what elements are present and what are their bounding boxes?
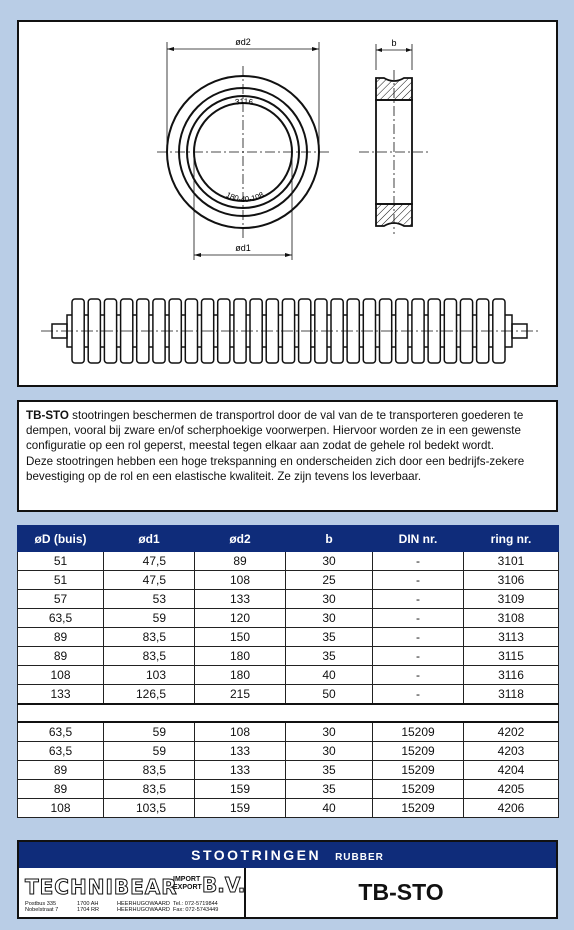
cell-d-buis: 89 [18, 780, 104, 799]
cell-d2: 108 [195, 571, 286, 590]
col-header-din: DIN nr. [373, 526, 464, 552]
cell-din: - [373, 590, 464, 609]
address-col-4 [173, 901, 218, 914]
cell-d1: 47,5 [104, 571, 195, 590]
cell-d-buis: 133 [18, 685, 104, 705]
b-label: b [391, 38, 397, 48]
cell-din: 15209 [373, 761, 464, 780]
table-row [18, 685, 559, 705]
table-row [18, 722, 559, 742]
col-header-b: b [286, 526, 373, 552]
table-row [18, 628, 559, 647]
cell-d-buis: 108 [18, 799, 104, 818]
phone-line: Tel.: 072-5719844 [173, 901, 218, 907]
cell-d-buis: 63,5 [18, 609, 104, 628]
ring-section-view [359, 44, 431, 234]
cell-d-buis: 51 [18, 552, 104, 571]
cell-d1: 83,5 [104, 780, 195, 799]
cell-d-buis: 57 [18, 590, 104, 609]
cell-b: 30 [286, 552, 373, 571]
city-line: HEERHUGOWAARD [117, 901, 170, 907]
cell-din: - [373, 571, 464, 590]
d1-label: ød1 [235, 243, 251, 253]
cell-d1: 103 [104, 666, 195, 685]
ring-front-view [157, 42, 329, 260]
cell-d-buis: 108 [18, 666, 104, 685]
cell-din: 15209 [373, 780, 464, 799]
logo-export: EXPORT [173, 884, 202, 891]
cell-d2: 159 [195, 799, 286, 818]
cell-d1: 59 [104, 609, 195, 628]
footer-block [17, 840, 558, 919]
cell-d-buis: 89 [18, 647, 104, 666]
cell-din: 15209 [373, 722, 464, 742]
col-header-ring: ring nr. [464, 526, 559, 552]
table-row [18, 571, 559, 590]
postcode-line: 1700 AH [77, 901, 99, 907]
cell-din: 15209 [373, 799, 464, 818]
table-row [18, 590, 559, 609]
col-header-d-buis: øD (buis) [18, 526, 104, 552]
cell-d2: 133 [195, 761, 286, 780]
cell-d1: 126,5 [104, 685, 195, 705]
cell-d1: 83,5 [104, 761, 195, 780]
ring-drawing-svg [19, 22, 556, 385]
cell-d2: 120 [195, 609, 286, 628]
cell-d1: 59 [104, 722, 195, 742]
cell-b: 25 [286, 571, 373, 590]
cell-din: 15209 [373, 742, 464, 761]
address-col-3 [117, 901, 170, 914]
description-block [17, 400, 558, 512]
logo-import: IMPORT [173, 876, 201, 883]
cell-b: 40 [286, 799, 373, 818]
cell-d1: 47,5 [104, 552, 195, 571]
company-block [19, 868, 246, 917]
footer-subtitle: RUBBER [335, 852, 384, 863]
table-group-separator [18, 704, 559, 722]
table-row [18, 799, 559, 818]
address-line: Postbus 335 [25, 901, 57, 907]
cell-d-buis: 63,5 [18, 722, 104, 742]
cell-d-buis: 63,5 [18, 742, 104, 761]
cell-d2: 133 [195, 742, 286, 761]
cell-d2: 159 [195, 780, 286, 799]
cell-ring: 3106 [464, 571, 559, 590]
cell-din: - [373, 647, 464, 666]
cell-d2: 89 [195, 552, 286, 571]
fax-line: Fax: 072-5743449 [173, 907, 219, 914]
cell-b: 35 [286, 761, 373, 780]
ring-marking-top [234, 97, 254, 107]
logo-import-export [173, 876, 202, 892]
table-row [18, 666, 559, 685]
cell-ring: 4206 [464, 799, 559, 818]
table-row [18, 742, 559, 761]
cell-b: 35 [286, 628, 373, 647]
table-row [18, 780, 559, 799]
address-col-2 [77, 901, 99, 914]
cell-d2: 180 [195, 666, 286, 685]
cell-ring: 4203 [464, 742, 559, 761]
cell-din: - [373, 609, 464, 628]
address-col-1 [25, 901, 58, 914]
table-row [18, 552, 559, 571]
footer-title: STOOTRINGEN [191, 847, 322, 863]
cell-d2: 150 [195, 628, 286, 647]
cell-ring: 3109 [464, 590, 559, 609]
cell-din: - [373, 666, 464, 685]
cell-d-buis: 89 [18, 761, 104, 780]
cell-d1: 53 [104, 590, 195, 609]
table-header-row [18, 526, 559, 552]
cell-d2: 215 [195, 685, 286, 705]
cell-b: 30 [286, 590, 373, 609]
postcode-line: 1704 RR [77, 907, 100, 914]
cell-d-buis: 89 [18, 628, 104, 647]
product-code: TB-STO [358, 879, 444, 905]
city-line: HEERHUGOWAARD [117, 907, 170, 914]
cell-ring: 4205 [464, 780, 559, 799]
cell-din: - [373, 552, 464, 571]
cell-ring: 3101 [464, 552, 559, 571]
cell-d1: 59 [104, 742, 195, 761]
table-row [18, 761, 559, 780]
table-row [18, 647, 559, 666]
cell-d2: 133 [195, 590, 286, 609]
cell-b: 30 [286, 609, 373, 628]
cell-d1: 83,5 [104, 647, 195, 666]
address-line: Nobelstraat 7 [25, 907, 59, 914]
ring-marking-bottom [225, 190, 266, 204]
description-paragraph-2: Deze stootringen hebben een hoge trekspanning en onderscheiden zich door een bedrijfs-zekere bevestiging op de rol en een elastische kwaliteit. Ze zijn tevens los leverbaar. [26, 454, 525, 483]
cell-ring: 3108 [464, 609, 559, 628]
ring-marking-top-text: 3116 [234, 96, 254, 107]
col-header-d1: ød1 [104, 526, 195, 552]
technical-drawing [17, 20, 558, 387]
cell-b: 40 [286, 666, 373, 685]
cell-d1: 83,5 [104, 628, 195, 647]
d2-label: ød2 [235, 37, 251, 47]
col-header-d2: ød2 [195, 526, 286, 552]
cell-din: - [373, 685, 464, 705]
table-row [18, 609, 559, 628]
description-paragraph-1 [26, 408, 550, 454]
cell-d1: 103,5 [104, 799, 195, 818]
cell-ring: 4204 [464, 761, 559, 780]
logo-bv: B.V. [202, 873, 246, 897]
cell-ring: 3118 [464, 685, 559, 705]
cell-ring: 3113 [464, 628, 559, 647]
cell-d-buis: 51 [18, 571, 104, 590]
separator-cell [18, 704, 559, 722]
product-name-inline: TB-STO [26, 409, 69, 422]
cell-b: 35 [286, 780, 373, 799]
cell-b: 30 [286, 722, 373, 742]
description-text-1: stootringen beschermen de transportrol door de val van de te transporteren goederen te dempen, vooral bij zware en/of scherphoekige voorwerpen. Hiervoor worden ze in een gewenste configuratie op een rol geperst, meestal tegen elkaar aan zodat de gehele rol bedekt wordt. [26, 409, 524, 453]
cell-din: - [373, 628, 464, 647]
ring-marking-bottom-text: 180-40-108 [224, 190, 266, 204]
cell-d2: 108 [195, 722, 286, 742]
cell-d2: 180 [195, 647, 286, 666]
cell-b: 50 [286, 685, 373, 705]
cell-b: 30 [286, 742, 373, 761]
cell-ring: 3115 [464, 647, 559, 666]
cell-b: 35 [286, 647, 373, 666]
company-logo: TECHNIBEAR [25, 875, 178, 899]
footer-title-bar [19, 842, 556, 868]
cell-ring: 3116 [464, 666, 559, 685]
cell-ring: 4202 [464, 722, 559, 742]
roller-with-rings [41, 299, 538, 363]
dimensions-table [17, 525, 559, 818]
